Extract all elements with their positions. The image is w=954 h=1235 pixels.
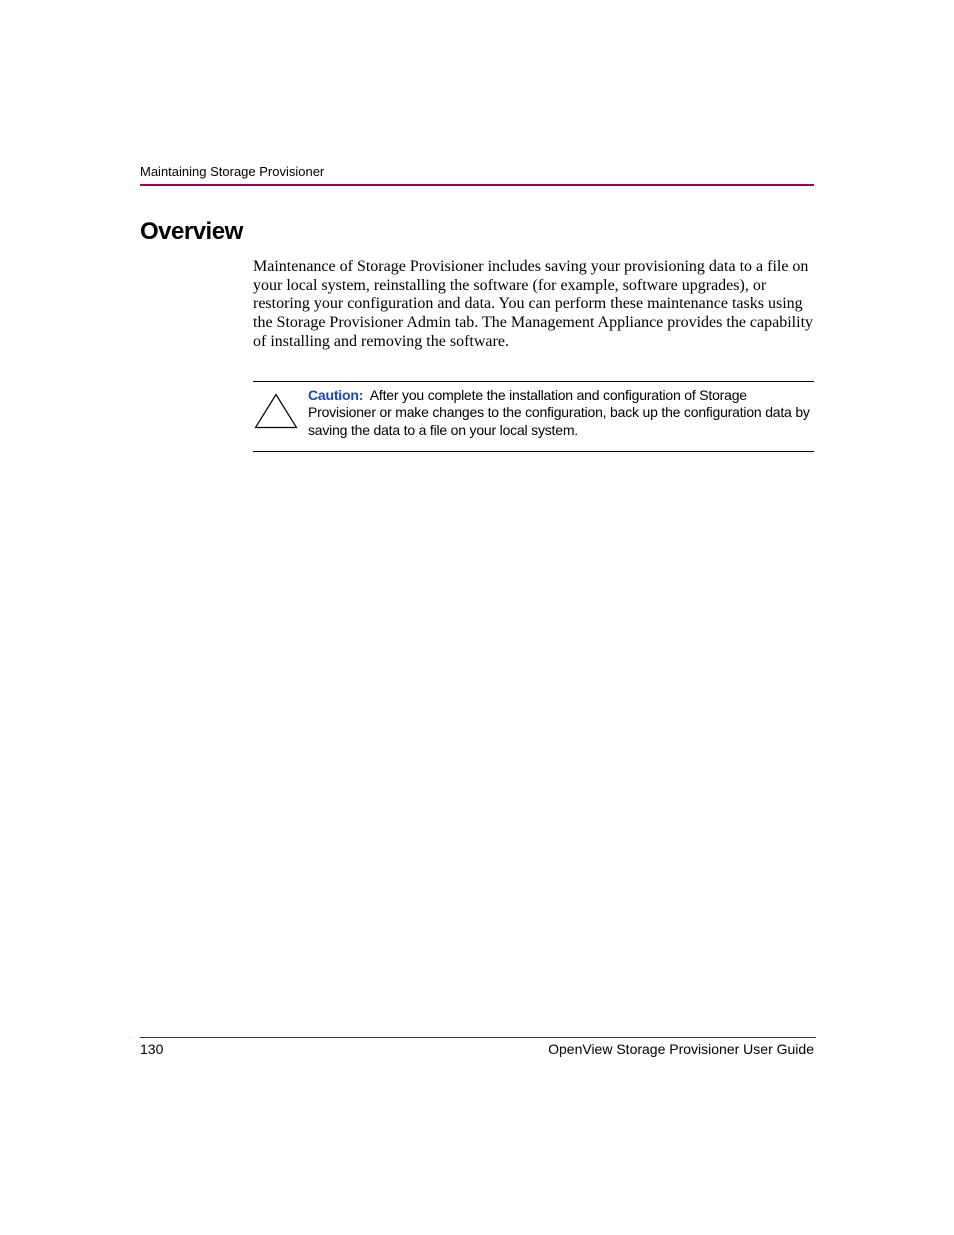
warning-triangle-icon: [254, 393, 298, 429]
header-divider: [140, 184, 814, 186]
caution-text: [308, 387, 813, 439]
running-header: Maintaining Storage Provisioner: [140, 164, 325, 179]
caution-label: Caution:: [308, 387, 364, 403]
page-number: 130: [140, 1041, 164, 1057]
footer-guide-title: OpenView Storage Provisioner User Guide: [548, 1041, 814, 1057]
footer-divider: [140, 1037, 816, 1038]
caution-message: After you complete the installation and configuration of Storage Provisioner or make changes to the configuration, back up the configuration data by saving the data to a file on your local system.: [308, 387, 810, 438]
section-title: Overview: [140, 218, 243, 245]
overview-paragraph: Maintenance of Storage Provisioner includes saving your provisioning data to a file on your local system, reinstalling the software (for example, software upgrades), or restoring your configuration and data. You can perform these maintenance tasks using the Storage Provisioner Admin tab. The Management Appliance provides the capability of installing and removing the software.: [253, 258, 814, 350]
caution-note: [253, 381, 814, 452]
